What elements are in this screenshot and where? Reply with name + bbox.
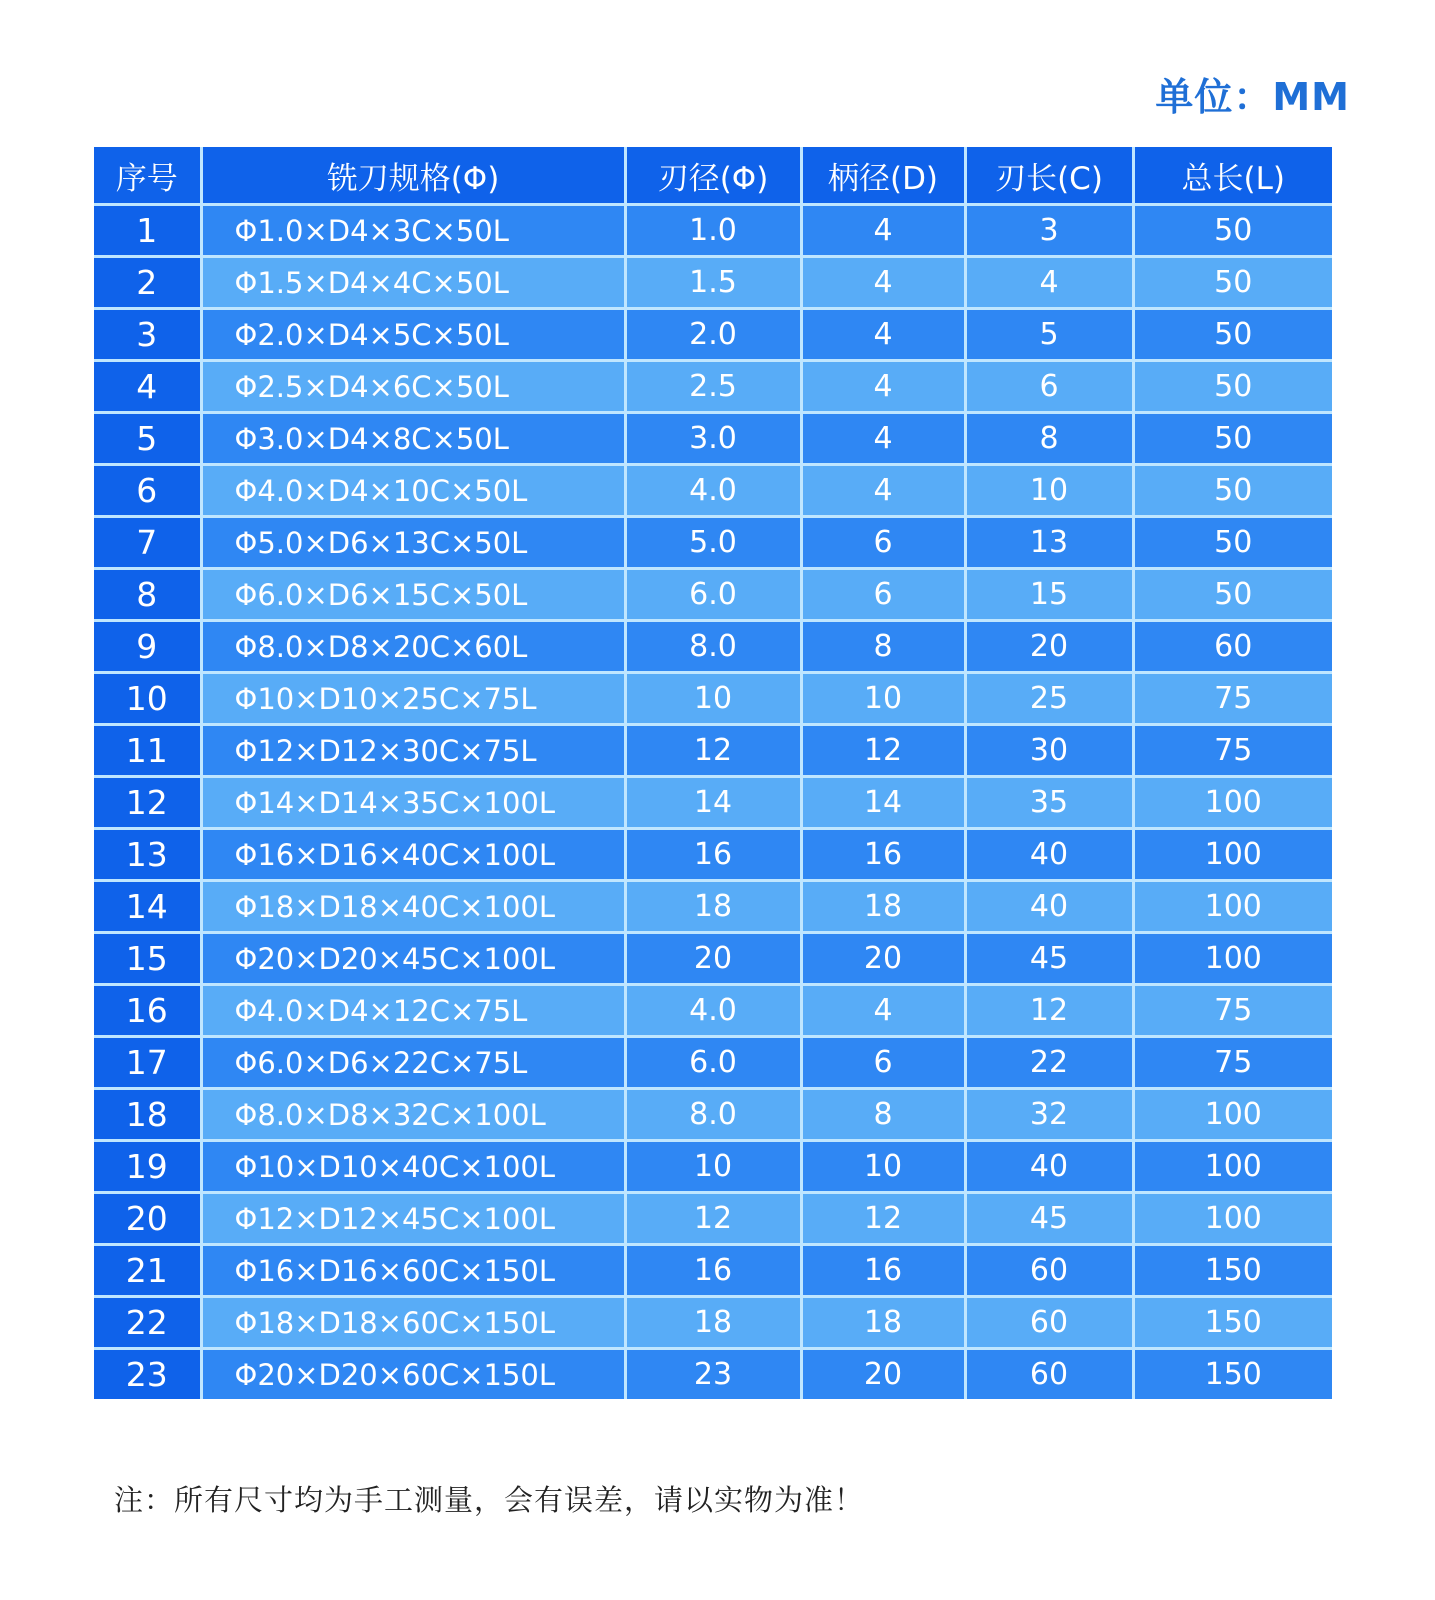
cell-blade-length: 35 [965, 777, 1133, 829]
cell-blade-length: 40 [965, 829, 1133, 881]
cell-spec: Φ16×D16×40C×100L [201, 829, 625, 881]
cell-blade-diameter: 10 [625, 1141, 801, 1193]
cell-index: 10 [94, 673, 201, 725]
table-row [94, 829, 1332, 881]
cell-spec: Φ18×D18×40C×100L [201, 881, 625, 933]
cell-index: 9 [94, 621, 201, 673]
cell-blade-length: 45 [965, 933, 1133, 985]
cell-total-length: 75 [1133, 1037, 1332, 1089]
cell-blade-length: 3 [965, 205, 1133, 257]
table-row [94, 1349, 1332, 1400]
cell-spec: Φ8.0×D8×20C×60L [201, 621, 625, 673]
unit-label: 单位：MM [1155, 75, 1350, 119]
cell-shank-diameter: 4 [801, 205, 965, 257]
table-row [94, 205, 1332, 257]
cell-blade-diameter: 1.5 [625, 257, 801, 309]
cell-shank-diameter: 6 [801, 517, 965, 569]
cell-shank-diameter: 20 [801, 1349, 965, 1400]
table-row [94, 1245, 1332, 1297]
cell-shank-diameter: 4 [801, 257, 965, 309]
cell-total-length: 150 [1133, 1349, 1332, 1400]
cell-spec: Φ18×D18×60C×150L [201, 1297, 625, 1349]
cell-index: 5 [94, 413, 201, 465]
cell-total-length: 50 [1133, 205, 1332, 257]
cell-index: 17 [94, 1037, 201, 1089]
header-total-length: 总长(L) [1133, 147, 1332, 205]
cell-index: 8 [94, 569, 201, 621]
cell-spec: Φ8.0×D8×32C×100L [201, 1089, 625, 1141]
cell-blade-diameter: 12 [625, 725, 801, 777]
cell-index: 7 [94, 517, 201, 569]
header-index: 序号 [94, 147, 201, 205]
cell-index: 14 [94, 881, 201, 933]
cell-spec: Φ6.0×D6×15C×50L [201, 569, 625, 621]
cell-total-length: 100 [1133, 829, 1332, 881]
cell-blade-length: 5 [965, 309, 1133, 361]
cell-total-length: 50 [1133, 257, 1332, 309]
table-row [94, 621, 1332, 673]
cell-index: 1 [94, 205, 201, 257]
disclaimer-note: 注：所有尺寸均为手工测量，会有误差，请以实物为准！ [114, 1483, 865, 1517]
cell-spec: Φ20×D20×60C×150L [201, 1349, 625, 1400]
cell-spec: Φ20×D20×45C×100L [201, 933, 625, 985]
cell-shank-diameter: 14 [801, 777, 965, 829]
cell-blade-diameter: 2.0 [625, 309, 801, 361]
cell-blade-length: 30 [965, 725, 1133, 777]
cell-spec: Φ2.5×D4×6C×50L [201, 361, 625, 413]
cell-blade-length: 12 [965, 985, 1133, 1037]
cell-spec: Φ10×D10×25C×75L [201, 673, 625, 725]
cell-spec: Φ2.0×D4×5C×50L [201, 309, 625, 361]
cell-spec: Φ1.5×D4×4C×50L [201, 257, 625, 309]
cell-index: 12 [94, 777, 201, 829]
cell-shank-diameter: 4 [801, 413, 965, 465]
cell-blade-diameter: 10 [625, 673, 801, 725]
cell-blade-length: 60 [965, 1297, 1133, 1349]
cell-total-length: 100 [1133, 881, 1332, 933]
cell-shank-diameter: 6 [801, 1037, 965, 1089]
header-spec: 铣刀规格(Φ) [201, 147, 625, 205]
cell-total-length: 100 [1133, 777, 1332, 829]
cell-blade-length: 45 [965, 1193, 1133, 1245]
cell-shank-diameter: 8 [801, 1089, 965, 1141]
cell-blade-length: 60 [965, 1349, 1133, 1400]
cell-shank-diameter: 18 [801, 881, 965, 933]
table-row [94, 517, 1332, 569]
cell-blade-diameter: 6.0 [625, 1037, 801, 1089]
cell-blade-diameter: 2.5 [625, 361, 801, 413]
table-row [94, 1193, 1332, 1245]
cell-blade-length: 6 [965, 361, 1133, 413]
cell-blade-length: 13 [965, 517, 1133, 569]
cell-blade-diameter: 14 [625, 777, 801, 829]
cell-index: 16 [94, 985, 201, 1037]
cell-blade-diameter: 18 [625, 881, 801, 933]
cell-shank-diameter: 10 [801, 1141, 965, 1193]
cell-index: 19 [94, 1141, 201, 1193]
cell-total-length: 100 [1133, 933, 1332, 985]
table-row [94, 673, 1332, 725]
cell-total-length: 50 [1133, 465, 1332, 517]
table-row [94, 1297, 1332, 1349]
cell-shank-diameter: 20 [801, 933, 965, 985]
cell-index: 15 [94, 933, 201, 985]
cell-spec: Φ14×D14×35C×100L [201, 777, 625, 829]
table-row [94, 933, 1332, 985]
cell-spec: Φ4.0×D4×12C×75L [201, 985, 625, 1037]
table-row [94, 1141, 1332, 1193]
cell-blade-diameter: 20 [625, 933, 801, 985]
header-blade-length: 刃长(C) [965, 147, 1133, 205]
cell-total-length: 100 [1133, 1141, 1332, 1193]
cell-blade-diameter: 1.0 [625, 205, 801, 257]
table-row [94, 985, 1332, 1037]
cell-total-length: 150 [1133, 1297, 1332, 1349]
table-header-row [94, 147, 1332, 205]
cell-total-length: 60 [1133, 621, 1332, 673]
cell-spec: Φ16×D16×60C×150L [201, 1245, 625, 1297]
cell-index: 11 [94, 725, 201, 777]
cell-blade-length: 60 [965, 1245, 1133, 1297]
cell-blade-length: 25 [965, 673, 1133, 725]
cell-index: 20 [94, 1193, 201, 1245]
cell-blade-diameter: 8.0 [625, 1089, 801, 1141]
cell-blade-length: 40 [965, 881, 1133, 933]
cell-total-length: 100 [1133, 1193, 1332, 1245]
cell-spec: Φ3.0×D4×8C×50L [201, 413, 625, 465]
cell-blade-length: 22 [965, 1037, 1133, 1089]
table-row [94, 881, 1332, 933]
header-blade-diameter: 刃径(Φ) [625, 147, 801, 205]
cell-shank-diameter: 16 [801, 1245, 965, 1297]
cell-blade-diameter: 8.0 [625, 621, 801, 673]
table-row [94, 465, 1332, 517]
cell-shank-diameter: 4 [801, 985, 965, 1037]
cell-spec: Φ1.0×D4×3C×50L [201, 205, 625, 257]
cell-blade-diameter: 23 [625, 1349, 801, 1400]
cell-total-length: 50 [1133, 569, 1332, 621]
table-row [94, 361, 1332, 413]
cell-total-length: 50 [1133, 361, 1332, 413]
cell-total-length: 50 [1133, 413, 1332, 465]
cell-blade-length: 40 [965, 1141, 1133, 1193]
table-row [94, 725, 1332, 777]
cell-total-length: 50 [1133, 309, 1332, 361]
cell-index: 23 [94, 1349, 201, 1400]
cell-total-length: 100 [1133, 1089, 1332, 1141]
cell-shank-diameter: 10 [801, 673, 965, 725]
cell-blade-length: 10 [965, 465, 1133, 517]
table-row [94, 569, 1332, 621]
cell-blade-diameter: 4.0 [625, 465, 801, 517]
cell-total-length: 75 [1133, 673, 1332, 725]
cell-index: 13 [94, 829, 201, 881]
cell-shank-diameter: 4 [801, 465, 965, 517]
cell-shank-diameter: 18 [801, 1297, 965, 1349]
table-row [94, 777, 1332, 829]
cell-index: 2 [94, 257, 201, 309]
cell-spec: Φ10×D10×40C×100L [201, 1141, 625, 1193]
cell-blade-diameter: 4.0 [625, 985, 801, 1037]
cell-shank-diameter: 16 [801, 829, 965, 881]
cell-blade-length: 8 [965, 413, 1133, 465]
cell-total-length: 50 [1133, 517, 1332, 569]
table-row [94, 413, 1332, 465]
cell-spec: Φ6.0×D6×22C×75L [201, 1037, 625, 1089]
cell-blade-diameter: 5.0 [625, 517, 801, 569]
spec-table [94, 147, 1332, 1399]
cell-blade-diameter: 16 [625, 1245, 801, 1297]
cell-spec: Φ12×D12×45C×100L [201, 1193, 625, 1245]
table-row [94, 1037, 1332, 1089]
cell-blade-diameter: 12 [625, 1193, 801, 1245]
cell-shank-diameter: 8 [801, 621, 965, 673]
table-row [94, 257, 1332, 309]
cell-index: 21 [94, 1245, 201, 1297]
cell-blade-length: 4 [965, 257, 1133, 309]
cell-total-length: 150 [1133, 1245, 1332, 1297]
cell-index: 18 [94, 1089, 201, 1141]
cell-blade-diameter: 3.0 [625, 413, 801, 465]
cell-shank-diameter: 6 [801, 569, 965, 621]
cell-blade-diameter: 16 [625, 829, 801, 881]
cell-spec: Φ12×D12×30C×75L [201, 725, 625, 777]
cell-spec: Φ5.0×D6×13C×50L [201, 517, 625, 569]
cell-shank-diameter: 12 [801, 1193, 965, 1245]
table-row [94, 1089, 1332, 1141]
cell-blade-length: 32 [965, 1089, 1133, 1141]
cell-index: 4 [94, 361, 201, 413]
cell-blade-diameter: 6.0 [625, 569, 801, 621]
table-row [94, 309, 1332, 361]
cell-index: 22 [94, 1297, 201, 1349]
cell-spec: Φ4.0×D4×10C×50L [201, 465, 625, 517]
header-shank-diameter: 柄径(D) [801, 147, 965, 205]
cell-shank-diameter: 4 [801, 361, 965, 413]
cell-shank-diameter: 4 [801, 309, 965, 361]
cell-blade-length: 20 [965, 621, 1133, 673]
cell-shank-diameter: 12 [801, 725, 965, 777]
cell-blade-diameter: 18 [625, 1297, 801, 1349]
cell-total-length: 75 [1133, 725, 1332, 777]
cell-index: 3 [94, 309, 201, 361]
cell-index: 6 [94, 465, 201, 517]
cell-blade-length: 15 [965, 569, 1133, 621]
cell-total-length: 75 [1133, 985, 1332, 1037]
